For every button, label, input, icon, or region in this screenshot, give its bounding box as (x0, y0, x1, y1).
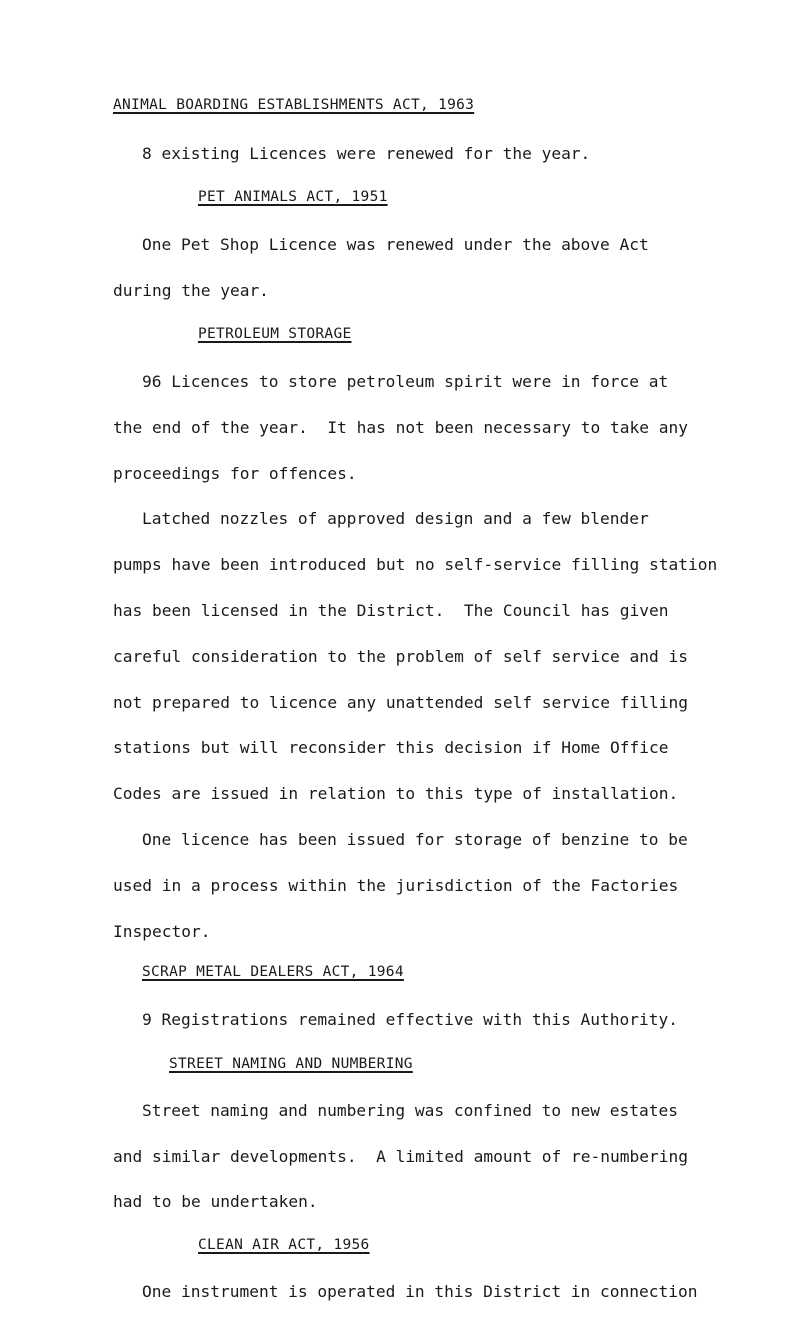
paragraph-line: had to be undertaken. (113, 1192, 318, 1211)
paragraph-line: careful consideration to the problem of self service and is (113, 647, 688, 666)
paragraph-line: Codes are issued in relation to this type of installation. (113, 784, 679, 803)
section-heading: CLEAN AIR ACT, 1956 (198, 1237, 370, 1253)
section-heading: PETROLEUM STORAGE (198, 326, 352, 342)
paragraph-line: pumps have been introduced but no self-service filling station (113, 555, 718, 574)
paragraph-line: has been licensed in the District. The Council has given (113, 601, 669, 620)
section-heading: ANIMAL BOARDING ESTABLISHMENTS ACT, 1963 (113, 97, 475, 113)
paragraph-line: One licence has been issued for storage of benzine to be (142, 830, 688, 849)
paragraph-line: the end of the year. It has not been necessary to take any (113, 418, 688, 437)
paragraph-line: 96 Licences to store petroleum spirit were in force at (142, 372, 669, 391)
paragraph-line: Inspector. (113, 922, 211, 941)
paragraph-line: stations but will reconsider this decision if Home Office (113, 738, 669, 757)
paragraph-line: Street naming and numbering was confined to new estates (142, 1101, 679, 1120)
section-heading: STREET NAMING AND NUMBERING (169, 1056, 413, 1072)
paragraph-line: One Pet Shop Licence was renewed under the above Act (142, 235, 649, 254)
paragraph-line: Latched nozzles of approved design and a few blender (142, 509, 649, 528)
paragraph-line: not prepared to licence any unattended self service filling (113, 693, 688, 712)
paragraph-line: 9 Registrations remained effective with this Authority. (142, 1010, 679, 1029)
paragraph-line: during the year. (113, 281, 269, 300)
paragraph-line: and similar developments. A limited amount of re-numbering (113, 1147, 688, 1166)
paragraph-line: One instrument is operated in this District in connection (142, 1282, 698, 1301)
paragraph-line: 8 existing Licences were renewed for the year. (142, 144, 591, 163)
paragraph-line: used in a process within the jurisdiction of the Factories (113, 876, 679, 895)
section-heading: SCRAP METAL DEALERS ACT, 1964 (142, 964, 404, 980)
section-heading: PET ANIMALS ACT, 1951 (198, 189, 388, 205)
paragraph-line: proceedings for offences. (113, 464, 357, 483)
